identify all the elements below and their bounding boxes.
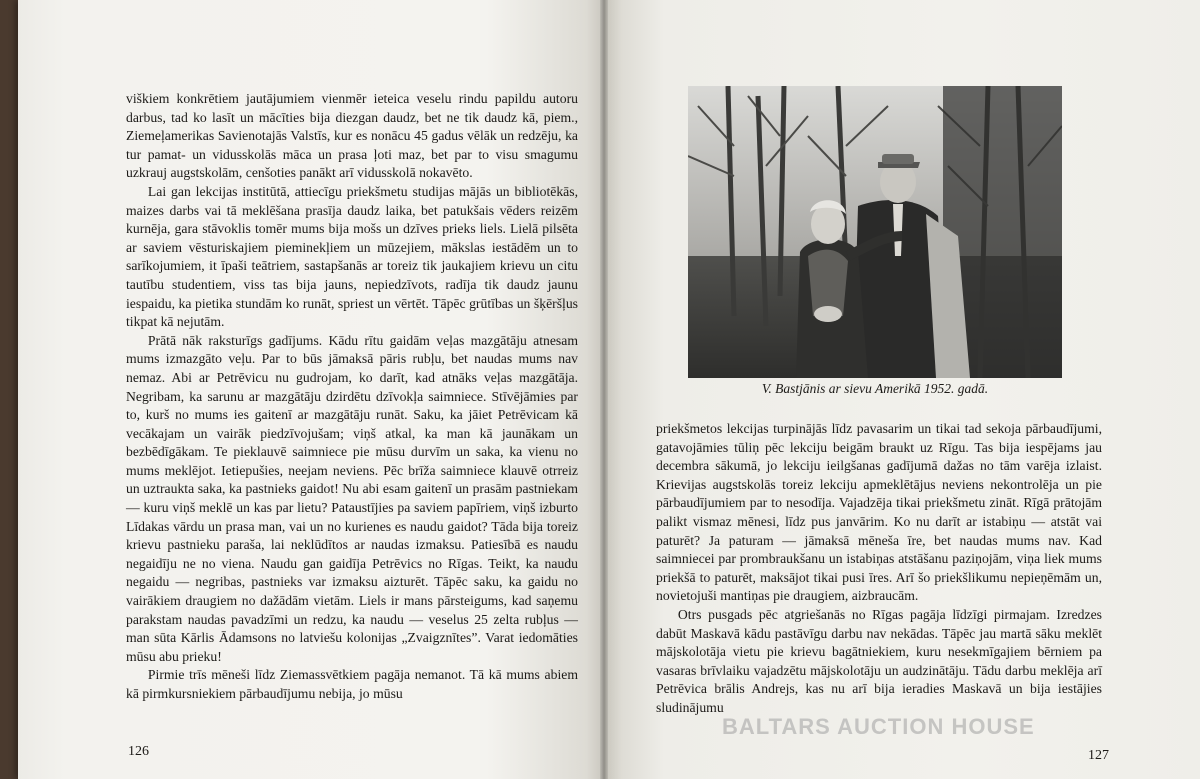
photo-image bbox=[688, 86, 1062, 378]
left-page bbox=[18, 0, 604, 779]
paragraph: Otrs pusgads pēc atgriešanās no Rīgas pagāja līdzīgi pirmajam. Izredzes dabūt Maskavā kādu pastāvīgu darbu nav nekādas. Tāpēc jau martā sāku meklēt mājskolotāja vietu pie krievu bagātniekiem, kuru nesekmīgajiem bērniem pa vasaras brīvlaiku vajadzētu mājskolotāju un audzinātāju. Tādu darbu meklēja arī Petrēvica brālis Andrejs, kas nu arī bija ieradies Maskavā un bija iestājies sludinājumu bbox=[656, 606, 1102, 715]
photo-couple bbox=[688, 86, 1062, 378]
right-page-text bbox=[656, 420, 1102, 718]
page-number: 126 bbox=[128, 744, 149, 759]
photo-caption: V. Bastjānis ar sievu Amerikā 1952. gadā. bbox=[761, 381, 989, 396]
paragraph: Lai gan lekcijas institūtā, attiecīgu priekšmetu studijas mājās un bibliotēkās, maizes darbs vai tā meklēšana prasīja daudz laika, bet patukšais vēders reizēm kurnēja, gara stāvoklis tomēr mums bija mošs un dzīves prieks liels. Lielā pilsēta ar saviem vēsturiskajiem pieminekļiem un mūzejiem, mākslas iestādēm un to sarīkojumiem, it īpaši teātriem, sastapšanās ar toreiz tik jaukajiem krievu un citu tautību studentiem, viss tas bija jauns, nepiedzīvots, radīja tik daudz jaunu iespaidu, ka pietika stundām ko runāt, spriest un vērtēt. Tāpēc grūtības un šķēršļus tikpat kā nejutām. bbox=[126, 183, 578, 330]
paragraph: viškiem konkrētiem jautājumiem vienmēr ieteica veselu rindu papildu autoru darbus, tad ko lasīt un mācīties bija diezgan daudz, bet ne tik daudz kā, piem., Ziemeļamerikas Savienotajās Valstīs, kur es nonācu 45 gadus vēlāk un redzēju, ka tur pamat- un vidusskolās māca un prasa ļoti maz, bet par to visu smagumu uzkrauj augstskolām, cenšoties panākt arī vidusskolā nokavēto. bbox=[126, 91, 578, 181]
left-page-text bbox=[126, 90, 578, 704]
page-number: 127 bbox=[1088, 748, 1109, 763]
paragraph: priekšmetos lekcijas turpinājās līdz pavasarim un tikai tad sekoja pārbaudījumi, gatavojāmies tūliņ pēc lekciju beigām braukt uz Rīgu. Tas bija iespējams jau decembra sākumā, jo lekciju ieilgšanas gadījumā dažas no tām varēja izlaist. Krievijas augstskolās toreiz lekciju apmeklētājus neviens nekontrolēja un pie pārbaudījumiem par to nesodīja. Vajadzēja tikai priekšmetu zināt. Rīgā prātojām palikt vismaz mēnesi, līdz pus janvārim. Ko nu darīt ar istabiņu — atstāt vai paturēt? Ja paturam — jāmaksā mēneša īre, bet naudas mums nav. Kad saimniecei par prombraukšanu un istabiņas atstāšanu paziņojām, viņa liek mums priekšā to paturēt, maksājot tikai pusi īres. Arī šo priekšlikumu nepieņēmām un, novietojuši mantiņas pie draugiem, aizbraucām. bbox=[656, 421, 1102, 604]
watermark: BALTARS AUCTION HOUSE bbox=[722, 714, 1035, 739]
right-page bbox=[604, 0, 1200, 779]
book-gutter bbox=[600, 0, 608, 779]
paragraph: Pirmie trīs mēneši līdz Ziemassvētkiem pagāja nemanot. Tā kā mums abiem kā pirmkursniekiem pārbaudījumu nebija, jo mūsu bbox=[126, 667, 578, 701]
paragraph: Prātā nāk raksturīgs gadījums. Kādu rītu gaidām veļas mazgātāju atnesam mums izmazgāto veļu. Par to būs jāmaksā pāris rubļu, bet naudas mums nav nemaz. Abi ar Petrēvicu nu gudrojam, ko darīt, kad atnāks veļas mazgātāja. Negribam, ka sarunu ar mazgātāju dzirdētu dzīvokļa saimniece. Stīvējāmies par to, kurš no mums ies gaitenī ar mazgātāju runāt. Saku, ka jāiet Petrēvicam kā vecākajam un vairāk piedzīvojušam; viņš atkal, ka man kā jaunākam un bezbēdīgākam. Te pieklauvē saimniece pie mūsu durvīm un saka, ka vienu no mums meklējot. Ietiepušies, neejam neviens. Pēc brīža saimniece klauvē otrreiz un uztraukta saka, ka pastnieks gaidot! Nu abi esam gaitenī un prasām pastniekam — kuru viņš meklē un kas par lietu? Pataustījies pa saviem papīriem, viņš izburto Līdakas vārdu un prasa man, vai un no kurienes es naudu gaidot? Tāda bija toreiz krievu pastnieku paraša, lai neklūdītos ar naudas izmaksu. Patiesībā es naudu negaidīju ne no viena. Naudu gan gaidīja Petrēvics no Rīgas. Teikt, ka naudu negaidu — negribas, pastnieks var izmaksu aizturēt. Tāpēc saku, ka gaidu no vairākiem draugiem no dažādām vietām. Liels ir mans pārsteigums, kad saņemu parakstam naudas pavadzīmi un redzu, ka naudu — veselus 25 zelta rubļus — man sūta Kārlis Ādamsons no latviešu kolonijas „Zvaigznītes”. Varat iedomāties mūsu abu prieku! bbox=[126, 332, 578, 664]
